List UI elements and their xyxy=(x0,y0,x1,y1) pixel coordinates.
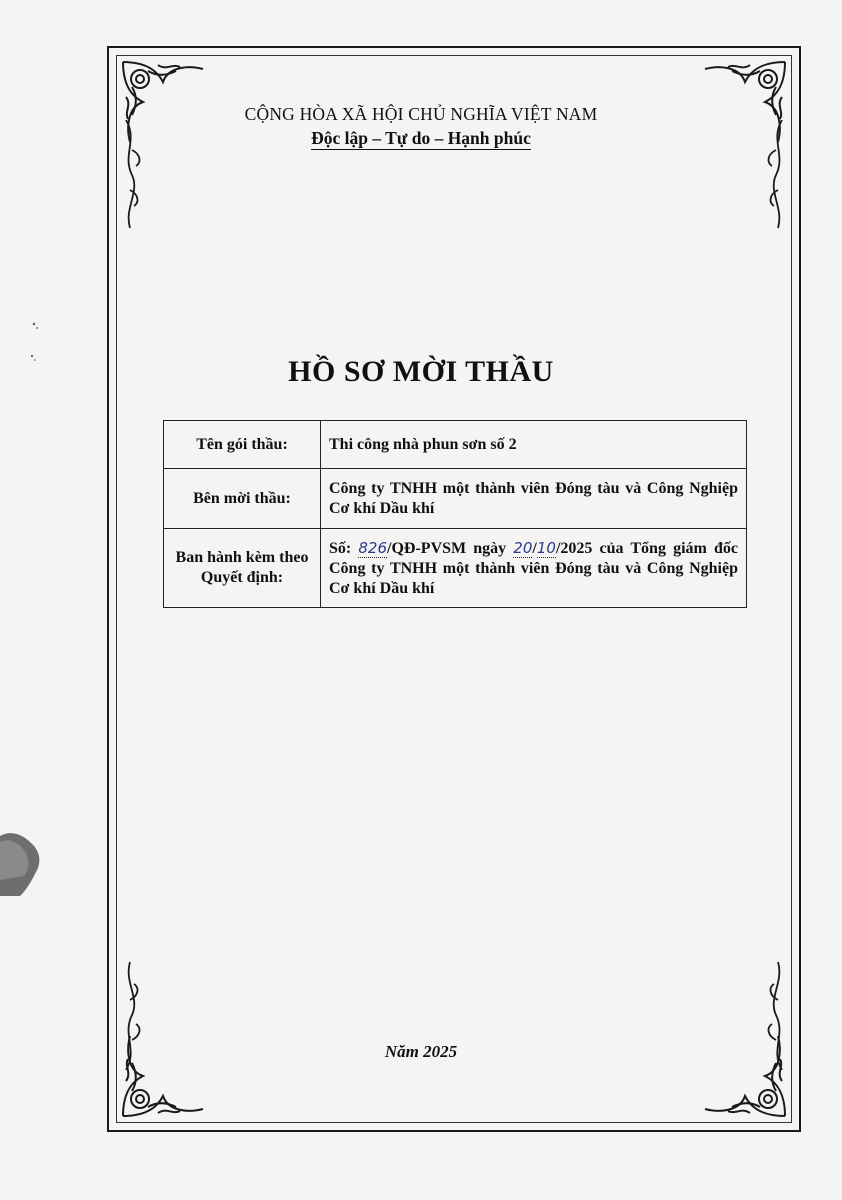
document-year: Năm 2025 xyxy=(384,1042,458,1061)
national-motto-text: Độc lập – Tự do – Hạnh phúc xyxy=(311,128,531,148)
decision-prefix: Số: xyxy=(329,539,359,557)
table-row xyxy=(164,469,747,529)
package-name-label: Tên gói thầu: xyxy=(164,421,321,469)
package-name-value: Thi công nhà phun sơn số 2 xyxy=(321,421,747,469)
decision-value xyxy=(321,529,747,608)
decision-label: Ban hành kèm theo Quyết định: xyxy=(164,529,321,608)
page-tear-mark xyxy=(0,828,44,898)
bid-info-table xyxy=(163,420,747,608)
decision-suffix: /2025 của Tổng giám đốc Công ty TNHH một thành viên Đóng tàu và Công Nghiệp Cơ khí Dầu khí xyxy=(329,539,738,597)
inviter-label: Bên mời thầu: xyxy=(164,469,321,529)
decision-day-handwritten: 20 xyxy=(513,538,533,557)
decision-month-handwritten: 10 xyxy=(536,538,556,557)
table-row xyxy=(164,529,747,608)
decision-middle: /QĐ-PVSM ngày xyxy=(387,539,514,557)
table-row xyxy=(164,421,747,469)
date-separator: / xyxy=(532,539,537,557)
national-motto xyxy=(0,128,842,149)
national-title: CỘNG HÒA XÃ HỘI CHỦ NGHĨA VIỆT NAM xyxy=(244,104,598,124)
inviter-value: Công ty TNHH một thành viên Đóng tàu và Công Nghiệp Cơ khí Dầu khí xyxy=(321,469,747,529)
decision-number-handwritten: 826 xyxy=(358,538,388,557)
document-title: HỒ SƠ MỜI THẦU xyxy=(288,355,554,388)
